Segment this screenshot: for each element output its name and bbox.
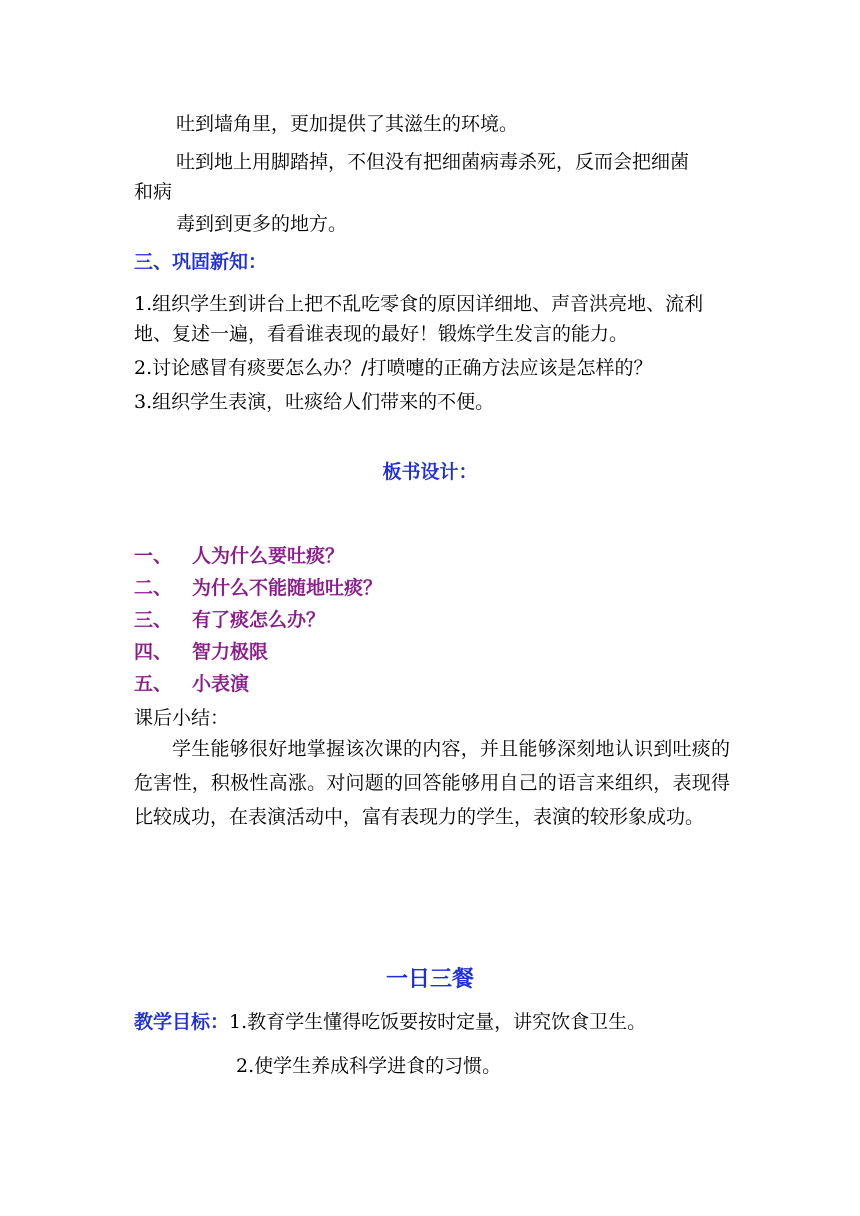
outline-item (134, 636, 382, 668)
board-design-title: 板书设计： (382, 461, 478, 483)
section3-heading: 三、巩固新知： (134, 251, 268, 273)
lesson-title: 一日三餐 (385, 967, 474, 992)
teaching-goal-1: 1.教育学生懂得吃饭要按时定量，讲究饮食卫生。 (229, 1011, 647, 1033)
outline-text: 人为什么要吐痰？ (192, 545, 345, 567)
outline-text: 有了痰怎么办？ (192, 609, 326, 631)
summary-label: 课后小结： (134, 707, 230, 729)
intro-line-1: 吐到墙角里，更加提供了其滋生的环境。 (176, 113, 519, 135)
intro-line-2: 吐到地上用脚踏掉，不但没有把细菌病毒杀死，反而会把细菌 (176, 151, 690, 173)
outline-number: 五、 (134, 673, 173, 695)
summary-paragraph: 学生能够很好地掌握该次课的内容，并且能够深刻地认识到吐痰的危害性，积极性高涨。对问题的回答能够用自己的语言来组织，表现得比较成功，在表演活动中，富有表现力的学生，表演的较形象成功。 (134, 738, 730, 828)
board-design-outline (134, 540, 382, 700)
teaching-goals-line (134, 1010, 646, 1034)
outline-number: 二、 (134, 577, 173, 599)
teaching-goals-label: 教学目标： (134, 1011, 230, 1033)
intro-line-3: 和病 (134, 181, 173, 203)
section3-item-3: 3.组织学生表演，吐痰给人们带来的不便。 (134, 391, 495, 413)
outline-text: 小表演 (192, 673, 250, 695)
teaching-goal-2: 2.使学生养成科学进食的习惯。 (236, 1055, 502, 1077)
outline-item (134, 540, 382, 572)
outline-number: 一、 (134, 545, 173, 567)
section3-item-1a: 1.组织学生到讲台上把不乱吃零食的原因详细地、声音洪亮地、流利 (134, 293, 704, 315)
outline-text: 为什么不能随地吐痰？ (192, 577, 383, 599)
outline-text: 智力极限 (192, 641, 269, 663)
section3-item-1b: 地、复述一遍，看看谁表现的最好！锻炼学生发言的能力。 (134, 323, 629, 345)
outline-number: 三、 (134, 609, 173, 631)
outline-number: 四、 (134, 641, 173, 663)
outline-item (134, 668, 382, 700)
section3-item-2: 2.讨论感冒有痰要怎么办？/打喷嚏的正确方法应该是怎样的？ (134, 357, 653, 379)
intro-line-4: 毒到到更多的地方。 (176, 213, 348, 235)
outline-item (134, 572, 382, 604)
outline-item (134, 604, 382, 636)
